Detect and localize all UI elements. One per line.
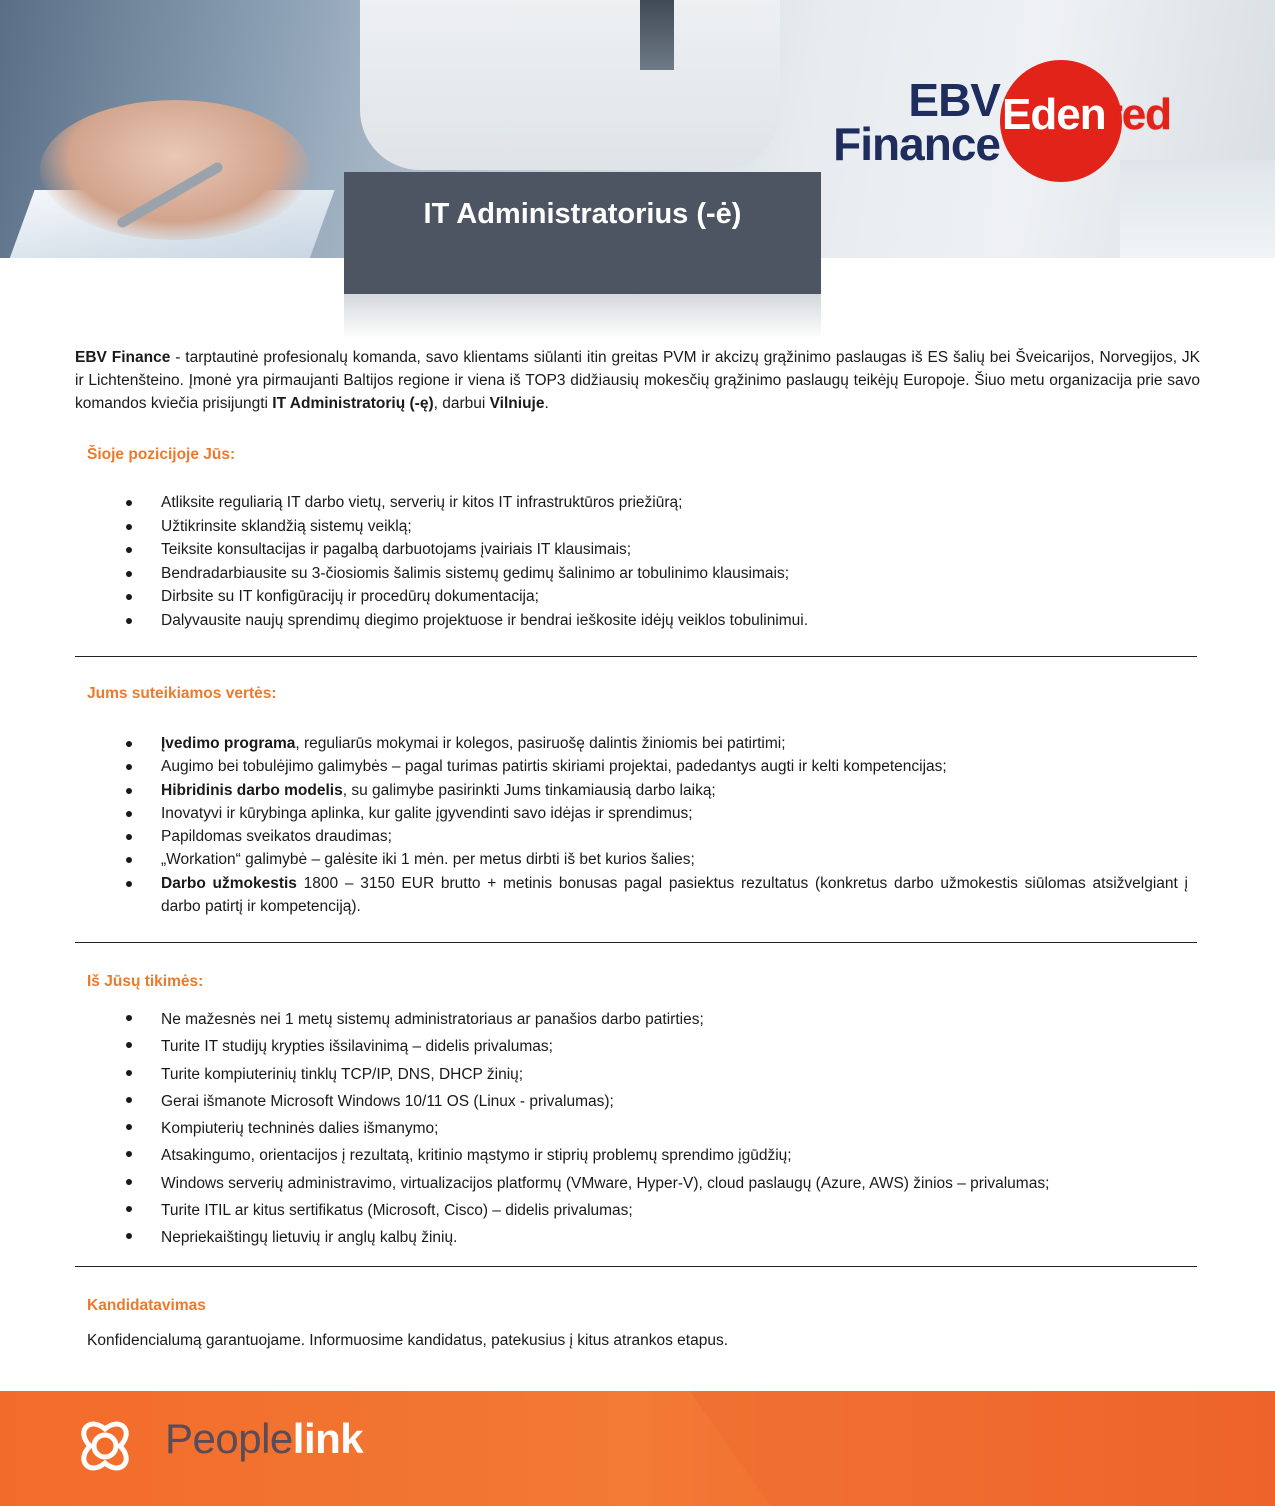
benefits-list-wrap <box>75 732 1200 918</box>
requirements-list <box>75 1006 1200 1252</box>
list-item: Užtikrinsite sklandžią sistemų veiklą; <box>75 515 1200 539</box>
responsibilities-list-wrap <box>75 491 1200 633</box>
photo-shirt <box>360 0 780 170</box>
list-item: Windows serverių administravimo, virtualizacijos platformų (VMware, Hyper-V), cloud paslaugų (Azure, AWS) žinios – privalumas; <box>75 1170 1200 1197</box>
section-requirements <box>75 970 1200 993</box>
list-item: Dirbsite su IT konfigūracijų ir procedūrų dokumentacija; <box>75 585 1200 609</box>
section-responsibilities <box>75 443 1200 466</box>
list-item <box>75 872 1200 919</box>
list-item: Kompiuterių techninės dalies išmanymo; <box>75 1115 1200 1142</box>
list-item <box>75 755 1200 778</box>
company-name: EBV Finance <box>75 349 171 366</box>
title-box <box>344 172 821 294</box>
brand-part2: link <box>292 1415 364 1462</box>
ebv-finance-logo <box>810 74 1000 170</box>
photo-hand <box>40 100 310 240</box>
section-title: Iš Jūsų tikimės: <box>87 973 204 990</box>
footer-banner <box>0 1391 1275 1506</box>
list-item: Turite ITIL ar kitus sertifikatus (Microsoft, Cisco) – didelis privalumas; <box>75 1197 1200 1224</box>
edenred-logo-tail: red <box>1105 90 1172 139</box>
intro-text1: - tarptautinė profesionalų komanda, savo klientams siūlanti itin greitas PVM ir akcizų grąžinimo paslaugas iš ES šalių bei Šveicarijos, Norvegijos, JK ir Lichtenšteino. Įmonė yra pirmaujanti Baltijos regione ir viena iš TOP3 didžiausių mokesčių grąžinimo paslaugų teikėjų Europoje. Šiuo metu organizacija prie savo komandos kviečia prisijungti <box>75 349 1201 412</box>
list-item: Nepriekaištingų lietuvių ir anglų kalbų žinių. <box>75 1224 1200 1251</box>
section-title: Jums suteikiamos vertės: <box>87 685 277 702</box>
section-application <box>75 1294 1200 1352</box>
item-text: Augimo bei tobulėjimo galimybės – pagal turimas patirtis skiriami projektai, padedantys augti ir kelti kompetencijas; <box>161 758 947 776</box>
list-item: Bendradarbiausite su 3-čiosiomis šalimis sistemų gedimų šalinimo ar tobulinimo klausimais; <box>75 562 1200 586</box>
city-name: Vilniuje <box>489 395 545 412</box>
list-item: Atliksite reguliarią IT darbo vietų, serverių ir kitos IT infrastruktūros priežiūrą; <box>75 491 1200 515</box>
footer-stripe <box>690 1391 1275 1506</box>
requirements-list-wrap <box>75 1006 1200 1252</box>
edenred-logo-head: Eden <box>1002 90 1106 139</box>
intro-text3: . <box>544 395 549 412</box>
benefits-list <box>75 732 1200 918</box>
list-item: Ne mažesnės nei 1 metų sistemų administratoriaus ar panašios darbo patirties; <box>75 1006 1200 1033</box>
position-name: IT Administratorių (-ę) <box>272 395 434 412</box>
photo-monitor <box>1120 160 1275 258</box>
divider <box>75 1266 1197 1267</box>
item-text: , reguliarūs mokymai ir kolegos, pasiruošę dalintis žiniomis bei patirtimi; <box>295 735 786 752</box>
item-text: , su galimybe pasirinkti Jums tinkamiausią darbo laiką; <box>342 781 716 799</box>
list-item: Turite IT studijų krypties išsilavinimą – didelis privalumas; <box>75 1033 1200 1060</box>
list-item: Turite kompiuterinių tinklų TCP/IP, DNS, DHCP žinių; <box>75 1061 1200 1088</box>
list-item: Teiksite konsultacijas ir pagalbą darbuotojams įvairiais IT klausimais; <box>75 538 1200 562</box>
edenred-logo <box>1002 90 1171 140</box>
peoplelink-logo-icon <box>70 1411 140 1481</box>
list-item <box>75 825 1200 848</box>
divider <box>75 656 1197 657</box>
item-bold: Hibridinis darbo modelis <box>161 781 343 799</box>
item-bold: Darbo užmokestis <box>161 874 297 892</box>
list-item <box>75 848 1200 871</box>
list-item: Gerai išmanote Microsoft Windows 10/11 OS (Linux - privalumas); <box>75 1088 1200 1115</box>
section-benefits <box>75 682 1200 705</box>
item-text: „Workation“ galimybė – galėsite iki 1 mėn. per metus dirbti iš bet kurios šalies; <box>161 851 695 869</box>
list-item <box>75 779 1200 802</box>
item-text: Papildomas sveikatos draudimas; <box>161 828 392 846</box>
photo-tie <box>640 0 674 70</box>
title-shadow <box>344 294 821 339</box>
list-item <box>75 732 1200 755</box>
intro-paragraph <box>75 346 1200 415</box>
section-title: Kandidatavimas <box>87 1297 206 1314</box>
brand-part1: People <box>165 1415 293 1462</box>
intro-text2: , darbui <box>433 395 490 412</box>
item-bold: Įvedimo programa <box>161 735 296 752</box>
divider <box>75 942 1197 943</box>
logo-line1: EBV <box>908 74 1000 126</box>
logo-line2: Finance <box>833 118 1000 170</box>
list-item <box>75 802 1200 825</box>
responsibilities-list <box>75 491 1200 633</box>
page-title: IT Administratorius (-ė) <box>423 198 742 230</box>
list-item: Atsakingumo, orientacijos į rezultatą, kritinio mąstymo ir stiprių problemų sprendimo įgūdžių; <box>75 1142 1200 1169</box>
job-content <box>75 346 1200 415</box>
item-text: 1800 – 3150 EUR brutto + metinis bonusas pagal pasiektus rezultatus (konkretus darbo užmokestis siūlomas atsižvelgiant į darbo patirtį ir kompetenciją). <box>161 874 1188 916</box>
list-item: Dalyvausite naujų sprendimų diegimo projektuose ir bendrai ieškosite idėjų veiklos tobulinimui. <box>75 609 1200 633</box>
application-text: Konfidencialumą garantuojame. Informuosime kandidatus, patekusius į kitus atrankos etapus. <box>87 1332 729 1349</box>
item-text: Inovatyvi ir kūrybinga aplinka, kur galite įgyvendinti savo idėjas ir sprendimus; <box>161 804 693 822</box>
section-title: Šioje pozicijoje Jūs: <box>87 446 236 463</box>
peoplelink-logo <box>165 1415 363 1463</box>
